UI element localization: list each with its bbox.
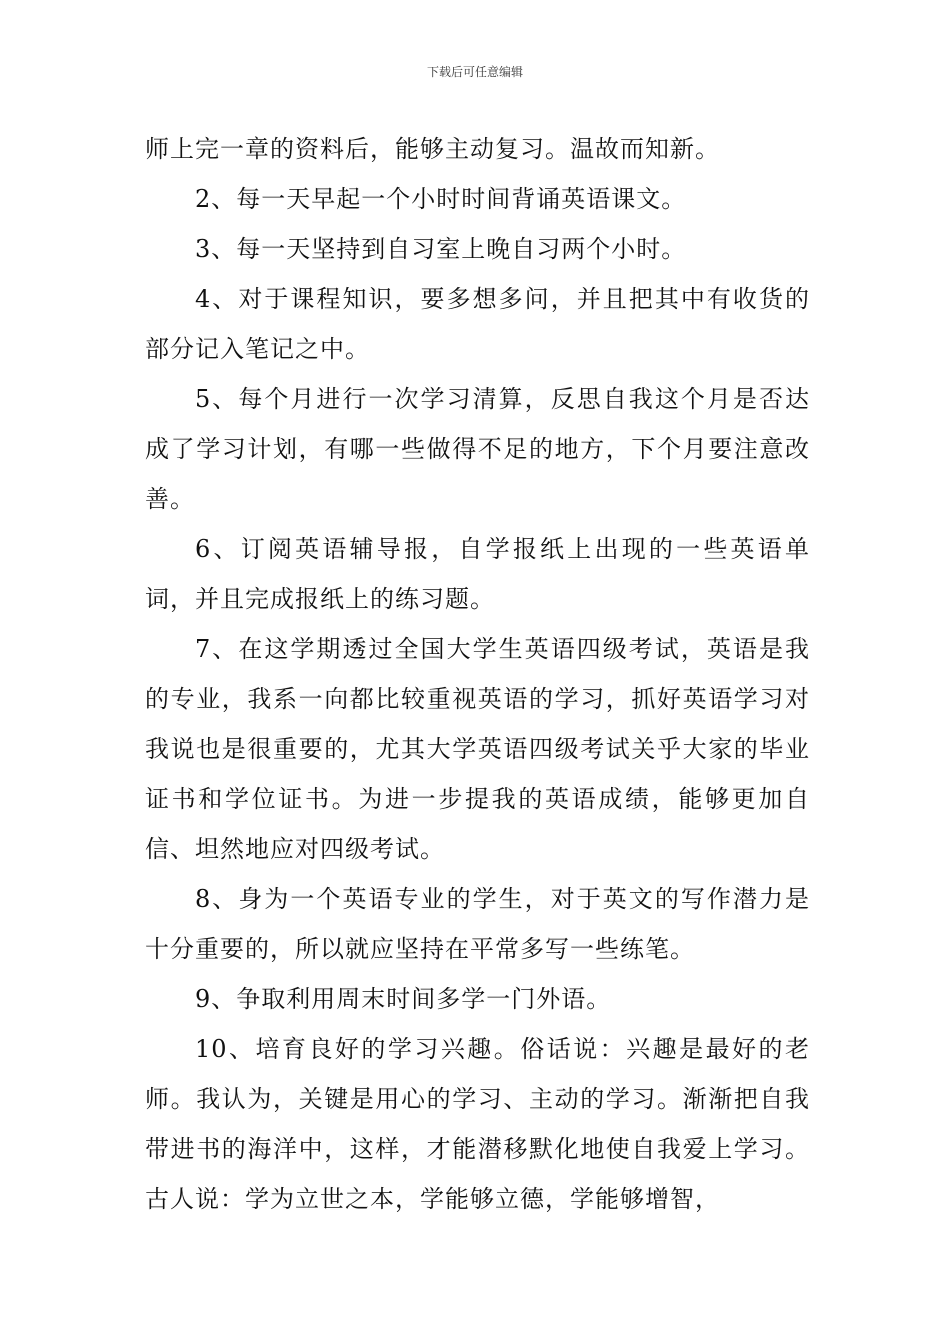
paragraph-4: 4、对于课程知识，要多想多问，并且把其中有收货的部分记入笔记之中。 xyxy=(145,285,810,363)
document-body xyxy=(145,124,810,1224)
paragraph-3: 3、每一天坚持到自习室上晚自习两个小时。 xyxy=(195,235,687,263)
paragraph-9: 9、争取利用周末时间多学一门外语。 xyxy=(195,985,612,1013)
paragraph-7: 7、在这学期透过全国大学生英语四级考试，英语是我的专业，我系一向都比较重视英语的学习，抓好英语学习对我说也是很重要的，尤其大学英语四级考试关乎大家的毕业证书和学位证书。为进一步提我的英语成绩，能够更加自信、坦然地应对四级考试。 xyxy=(145,635,810,863)
paragraph-5: 5、每个月进行一次学习清算，反思自我这个月是否达成了学习计划，有哪一些做得不足的地方，下个月要注意改善。 xyxy=(145,385,810,513)
paragraph-1: 师上完一章的资料后，能够主动复习。温故而知新。 xyxy=(145,135,720,163)
paragraph-8: 8、身为一个英语专业的学生，对于英文的写作潜力是十分重要的，所以就应坚持在平常多写一些练笔。 xyxy=(145,885,810,963)
paragraph-6: 6、订阅英语辅导报，自学报纸上出现的一些英语单词，并且完成报纸上的练习题。 xyxy=(145,535,810,613)
paragraph-10: 10、培育良好的学习兴趣。俗话说：兴趣是最好的老师。我认为，关键是用心的学习、主动的学习。渐渐把自我带进书的海洋中，这样，才能潜移默化地使自我爱上学习。古人说：学为立世之本，学能够立德，学能够增智， xyxy=(145,1035,810,1213)
page-header: 下载后可任意编辑 xyxy=(426,65,523,79)
paragraph-2: 2、每一天早起一个小时时间背诵英语课文。 xyxy=(195,185,687,213)
